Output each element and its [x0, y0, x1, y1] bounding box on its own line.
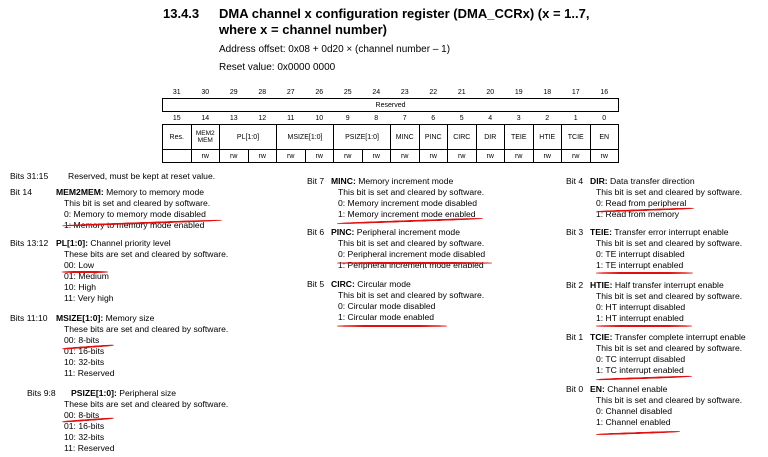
bit-number: 18	[543, 88, 552, 96]
section-number: 13.4.3	[163, 6, 200, 21]
field-psize: PSIZE[1:0]	[334, 125, 391, 150]
bit-2-desc: Bit 2 HTIE: Half transfer interrupt enable This bit is set and cleared by software. 0: HT interrupt disabled 1: HT interrupt enabled	[566, 280, 743, 323]
bit-number: 27	[286, 88, 295, 96]
lower-bit-numbers	[163, 112, 619, 125]
bit-number: 8	[374, 114, 379, 122]
access-rw: rw	[220, 150, 249, 163]
bit-1-desc: Bit 1 TCIE: Transfer complete interrupt enable This bit is set and cleared by software. 0: TC interrupt disabled 1: TC interrupt enabled	[566, 332, 746, 375]
bit-0-desc: Bit 0 EN: Channel enable This bit is set and cleared by software. 0: Channel disabled 1: Channel enabled	[566, 384, 743, 427]
bit-number: 0	[602, 114, 607, 122]
access-rw: rw	[533, 150, 562, 163]
access-rw: rw	[277, 150, 306, 163]
field-res: Res.	[163, 125, 192, 150]
field-teie: TEIE	[505, 125, 534, 150]
bit-number: 30	[201, 88, 210, 96]
access-rw: rw	[448, 150, 477, 163]
bit-number: 31	[172, 88, 181, 96]
bit-number: 19	[514, 88, 523, 96]
bit-4-desc: Bit 4 DIR: Data transfer direction This bit is set and cleared by software. 0: Read from peripheral 1: Read from memory	[566, 176, 743, 219]
bit-number: 25	[343, 88, 352, 96]
bit-number: 26	[315, 88, 324, 96]
field-mem2mem: MEM2 MEM	[191, 125, 220, 150]
bit-number: 23	[400, 88, 409, 96]
page-title-line2: where x = channel number)	[219, 22, 387, 37]
underline-circ-enabled	[337, 325, 447, 327]
bit-3-desc: Bit 3 TEIE: Transfer error interrupt enable This bit is set and cleared by software. 0: TE interrupt disabled 1: TE interrupt enabled	[566, 227, 743, 270]
bit-number: 15	[172, 114, 181, 122]
access-rw: rw	[590, 150, 619, 163]
access-rw: rw	[476, 150, 505, 163]
field-minc: MINC	[391, 125, 420, 150]
access-row	[163, 150, 619, 163]
address-offset: Address offset: 0x08 + 0d20 × (channel number – 1)	[219, 44, 451, 55]
bit-5-desc: Bit 5 CIRC: Circular mode This bit is set and cleared by software. 0: Circular mode disabled 1: Circular mode enabled	[307, 279, 485, 322]
access-rw: rw	[391, 150, 420, 163]
bit-number: 13	[229, 114, 238, 122]
bit-number: 6	[431, 114, 436, 122]
bit-number: 21	[457, 88, 466, 96]
field-en: EN	[590, 125, 619, 150]
upper-bit-numbers	[163, 86, 619, 99]
bit-14-desc: Bit 14 MEM2MEM: Memory to memory mode This bit is set and cleared by software. 0: Memory to memory mode disabled 1: Memory to memory mode enabled	[10, 187, 211, 230]
field-names-row	[163, 125, 619, 150]
bit-number: 12	[258, 114, 267, 122]
access-rw: rw	[248, 150, 277, 163]
bit-number: 4	[488, 114, 493, 122]
field-circ: CIRC	[448, 125, 477, 150]
access-rw: rw	[562, 150, 591, 163]
bit-number: 28	[258, 88, 267, 96]
bit-number: 5	[459, 114, 464, 122]
field-dir: DIR	[476, 125, 505, 150]
bits-13-12-desc: Bits 13:12 PL[1:0]: Channel priority level These bits are set and cleared by software. 00: Low 01: Medium 10: High 11: Very high	[10, 238, 229, 303]
access-rw: rw	[305, 150, 334, 163]
bit-number: 10	[315, 114, 324, 122]
bit-number: 22	[429, 88, 438, 96]
field-msize: MSIZE[1:0]	[277, 125, 334, 150]
bit-number: 7	[402, 114, 407, 122]
bit-7-desc: Bit 7 MINC: Memory increment mode This bit is set and cleared by software. 0: Memory increment mode disabled 1: Memory increment mode enabled	[307, 176, 485, 219]
bits-31-15: Bits 31:15 Reserved, must be kept at reset value.	[10, 171, 216, 181]
bit-number: 16	[600, 88, 609, 96]
mem2mem-disabled: 0: Memory to memory mode disabled	[64, 209, 206, 219]
underline-tcie-enabled	[596, 375, 692, 380]
bit-number: 11	[287, 114, 295, 122]
underline-htie-enabled	[596, 325, 692, 327]
access-rw: rw	[419, 150, 448, 163]
bit-number: 14	[201, 114, 210, 122]
bits-9-8-desc: Bits 9:8 PSIZE[1:0]: Peripheral size These bits are set and cleared by software. 00: 8-bits 01: 16-bits 10: 32-bits 11: Reserved	[27, 388, 229, 453]
access-rw: rw	[505, 150, 534, 163]
field-pinc: PINC	[419, 125, 448, 150]
access-blank	[163, 150, 192, 163]
bit-number: 3	[516, 114, 521, 122]
bit-6-desc: Bit 6 PINC: Peripheral increment mode This bit is set and cleared by software. 0: Peripheral increment mode disabled 1: Peripheral increment mode enabled	[307, 227, 486, 270]
bit-number: 1	[573, 114, 578, 122]
access-rw: rw	[191, 150, 220, 163]
page-title-line1: DMA channel x configuration register (DMA_CCRx) (x = 1..7,	[219, 6, 590, 21]
reserved-field: Reserved	[163, 99, 619, 112]
bit-number: 2	[545, 114, 550, 122]
bit-number: 20	[486, 88, 495, 96]
bit-number: 17	[571, 88, 580, 96]
access-rw: rw	[334, 150, 363, 163]
bit-number: 9	[345, 114, 350, 122]
reset-value: Reset value: 0x0000 0000	[219, 62, 336, 73]
register-bit-table	[162, 86, 619, 163]
underline-en-enabled	[596, 431, 680, 436]
field-htie: HTIE	[533, 125, 562, 150]
field-tcie: TCIE	[562, 125, 591, 150]
access-rw: rw	[362, 150, 391, 163]
bit-number: 29	[229, 88, 238, 96]
underline-teie-enabled	[596, 272, 693, 274]
bit-number: 24	[372, 88, 381, 96]
field-pl: PL[1:0]	[220, 125, 277, 150]
bits-11-10-desc: Bits 11:10 MSIZE[1:0]: Memory size These bits are set and cleared by software. 00: 8-bits 01: 16-bits 10: 32-bits 11: Reserved	[10, 313, 229, 378]
